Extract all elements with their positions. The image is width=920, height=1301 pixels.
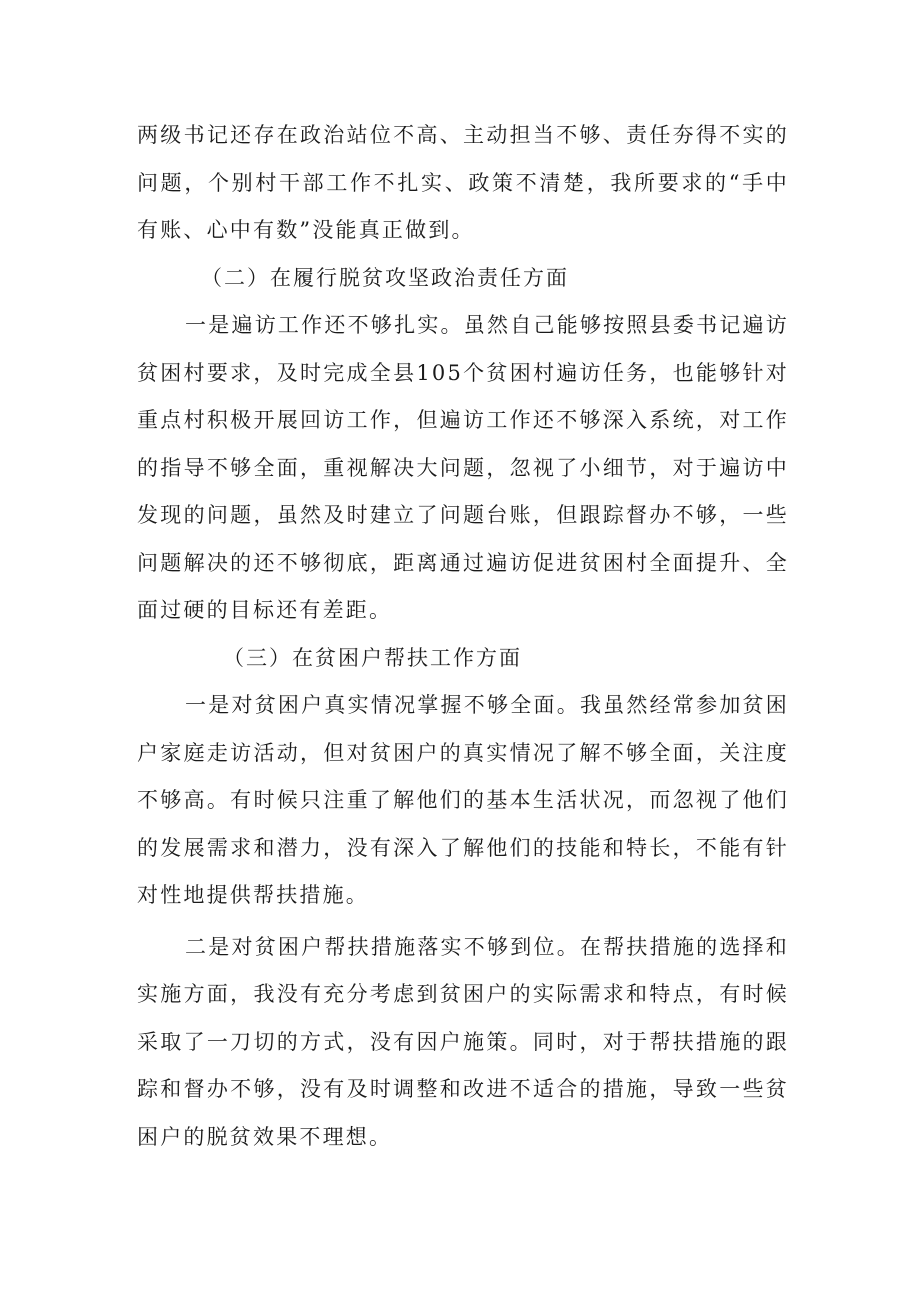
paragraph-assistance-measures: 二是对贫困户帮扶措施落实不够到位。在帮扶措施的选择和实施方面，我没有充分考虑到贫困户的实际需求和特点，有时候采取了一刀切的方式，没有因户施策。同时，对于帮扶措施的跟踪和督办不够，没有及时调整和改进不适合的措施，导致一些贫困户的脱贫效果不理想。 <box>137 934 789 1149</box>
paragraph-intro-continuation: 两级书记还存在政治站位不高、主动担当不够、责任夯得不实的问题，个别村干部工作不扎实、政策不清楚，我所要求的“手中有账、心中有数”没能真正做到。 <box>137 123 789 242</box>
section-heading-3: （三）在贫困户帮扶工作方面 <box>223 645 522 670</box>
document-page <box>137 112 789 1161</box>
section-heading-2: （二）在履行脱贫攻坚政治责任方面 <box>201 265 569 290</box>
paragraph-household-situation: 一是对贫困户真实情况掌握不够全面。我虽然经常参加贫困户家庭走访活动，但对贫困户的真实情况了解不够全面，关注度不够高。有时候只注重了解他们的基本生活状况，而忽视了他们的发展需求和潜力，没有深入了解他们的技能和特长，不能有针对性地提供帮扶措施。 <box>137 693 789 907</box>
paragraph-visits: 一是遍访工作还不够扎实。虽然自己能够按照县委书记遍访贫困村要求，及时完成全县105个贫困村遍访任务，也能够针对重点村积极开展回访工作，但遍访工作还不够深入系统，对工作的指导不够全面，重视解决大问题，忽视了小细节，对于遍访中发现的问题，虽然及时建立了问题台账，但跟踪督办不够，一些问题解决的还不够彻底，距离通过遍访促进贫困村全面提升、全面过硬的目标还有差距。 <box>137 313 789 622</box>
